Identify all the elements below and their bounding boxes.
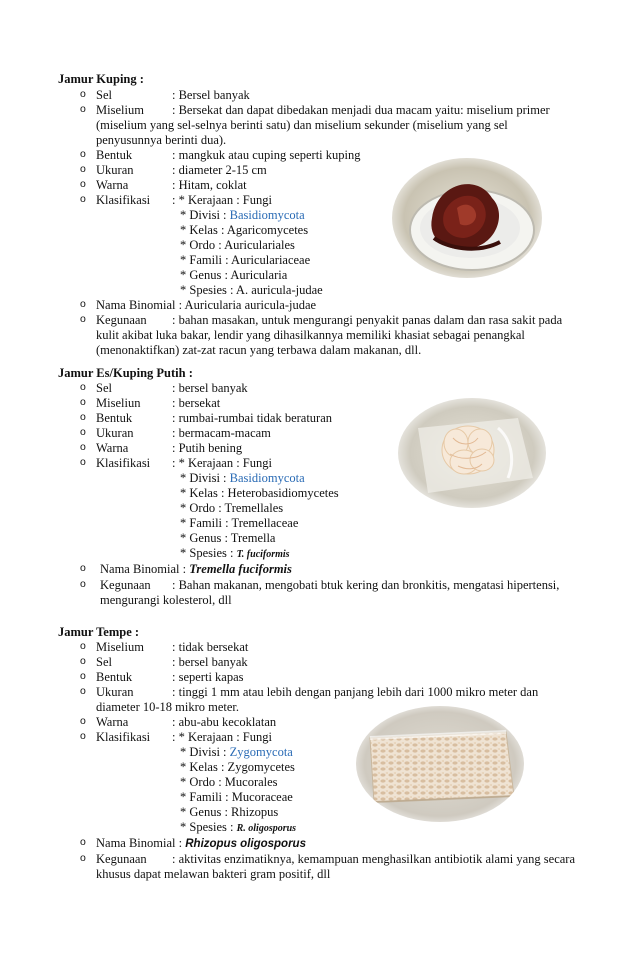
bullet-icon: o: [80, 426, 86, 438]
class-famili: * Famili : Tremellaceae: [180, 516, 299, 530]
class-famili: * Famili : Mucoraceae: [180, 790, 293, 804]
bullet-icon: o: [80, 313, 86, 325]
section-heading: Jamur Kuping :: [58, 72, 144, 86]
class-spesies: * Spesies : R. oligosporus: [180, 820, 297, 834]
bullet-icon: o: [80, 685, 86, 697]
bullet-icon: o: [80, 562, 86, 574]
bullet-icon: o: [80, 456, 86, 468]
class-genus: * Genus : Auricularia: [180, 268, 288, 282]
bullet-icon: o: [80, 715, 86, 727]
class-spesies: * Spesies : T. fuciformis: [180, 546, 290, 560]
bullet-icon: o: [80, 441, 86, 453]
class-genus: * Genus : Tremella: [180, 531, 276, 545]
bullet-icon: o: [80, 655, 86, 667]
bullet-icon: o: [80, 88, 86, 100]
bullet-icon: o: [80, 730, 86, 742]
bullet-icon: o: [80, 103, 86, 115]
class-divisi: * Divisi : Zygomycota: [180, 745, 293, 759]
class-genus: * Genus : Rhizopus: [180, 805, 279, 819]
class-ordo: * Ordo : Mucorales: [180, 775, 278, 789]
bullet-icon: o: [80, 148, 86, 160]
bullet-icon: o: [80, 670, 86, 682]
bullet-icon: o: [80, 836, 86, 848]
bullet-icon: o: [80, 578, 86, 590]
bullet-icon: o: [80, 852, 86, 864]
jamur-kuping-photo: [392, 158, 542, 278]
bullet-icon: o: [80, 193, 86, 205]
bullet-icon: o: [80, 381, 86, 393]
section-heading: Jamur Tempe :: [58, 625, 140, 639]
bullet-icon: o: [80, 396, 86, 408]
class-ordo: * Ordo : Auriculariales: [180, 238, 295, 252]
bullet-icon: o: [80, 298, 86, 310]
class-ordo: * Ordo : Tremellales: [180, 501, 284, 515]
class-divisi: * Divisi : Basidiomycota: [180, 208, 305, 222]
class-famili: * Famili : Auriculariaceae: [180, 253, 311, 267]
class-kelas: * Kelas : Zygomycetes: [180, 760, 295, 774]
jamur-tempe-photo: [356, 706, 524, 822]
class-kelas: * Kelas : Agaricomycetes: [180, 223, 309, 237]
bullet-icon: o: [80, 163, 86, 175]
class-spesies: * Spesies : A. auricula-judae: [180, 283, 323, 297]
class-divisi: * Divisi : Basidiomycota: [180, 471, 305, 485]
jamur-tempe-photo-art: [356, 706, 524, 822]
jamur-es-photo-art: [398, 398, 546, 508]
bullet-icon: o: [80, 640, 86, 652]
bullet-icon: o: [80, 411, 86, 423]
class-kelas: * Kelas : Heterobasidiomycetes: [180, 486, 339, 500]
jamur-kuping-photo-art: [392, 158, 542, 278]
jamur-es-photo: [398, 398, 546, 508]
section-heading: Jamur Es/Kuping Putih :: [58, 366, 193, 380]
bullet-icon: o: [80, 178, 86, 190]
